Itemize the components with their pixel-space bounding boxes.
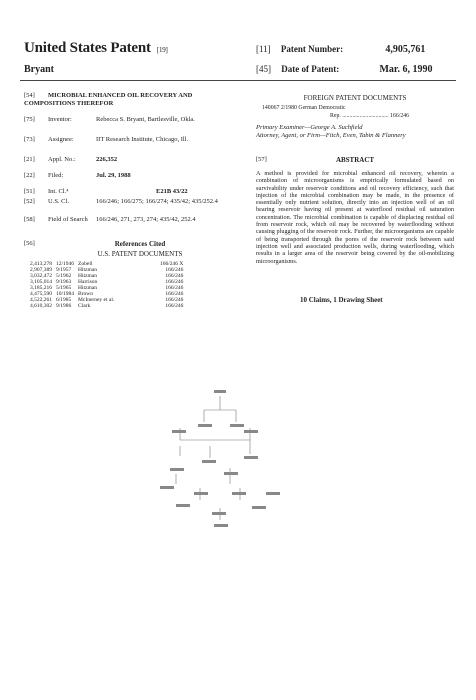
header-divider bbox=[20, 80, 456, 81]
reference-num: 2,907,389 bbox=[30, 267, 52, 273]
patent-title: United States Patent [19] bbox=[24, 40, 168, 56]
reference-num: 3,185,216 bbox=[30, 285, 52, 291]
foreign-patent-row-2: Rep. ................................ 166/246 bbox=[330, 113, 410, 119]
field-73: [73] Assignee: IIT Research Institute, Chicago, Ill. bbox=[24, 136, 189, 143]
drawing-lines bbox=[176, 396, 250, 520]
abstract-text: A method is provided for microbial enhanced oil recovery, wherein a combination of microorganisms is empirically formulated based on survivability under reservoir conditions and oil recovery efficiency, such that injection of the microbial combination may be made, in the presence of essentially only nutrient solution, directly into an injection well of an oil bearing reservoir having oil present at waterflood residual oil saturation concentration. The microbial combination is capable of displacing residual oil from reservoir rock, which oil may be recovered by waterflooding without causing plugging of the reservoir rock. Further, the microorganisms are capable of being transported through the pores of the reservoir rock between said injection well and associated production wells, during waterflooding, which results in a larger area of the reservoir being covered by the oil-mobilizing microorganisms. bbox=[256, 170, 454, 265]
patent-number-line: [11] Patent Number: 4,905,761 bbox=[256, 44, 426, 55]
reference-cls: 166/246 bbox=[165, 297, 184, 303]
field-21: [21] Appl. No.: 226,352 bbox=[24, 156, 118, 163]
reference-date: 6/1985 bbox=[56, 297, 72, 303]
foreign-patent-heading: FOREIGN PATENT DOCUMENTS bbox=[303, 94, 407, 102]
reference-num: 4,522,261 bbox=[30, 297, 52, 303]
reference-row bbox=[28, 303, 185, 309]
reference-name: Hitzman bbox=[78, 273, 97, 279]
reference-cls: 166/246 bbox=[165, 279, 184, 285]
field-75: [75] Inventor: Rebecca S. Bryant, Bartlesville, Okla. bbox=[24, 116, 195, 123]
patent-number: 4,905,761 bbox=[385, 44, 426, 55]
references-table bbox=[28, 261, 185, 309]
field-22: [22] Filed: Jul. 29, 1988 bbox=[24, 172, 131, 179]
reference-num: 4,475,590 bbox=[30, 291, 52, 297]
reference-name: Clark bbox=[78, 303, 91, 309]
reference-cls: 166/246 bbox=[165, 285, 184, 291]
reference-num: 3,032,472 bbox=[30, 273, 52, 279]
reference-num: 2,413,278 bbox=[30, 261, 52, 267]
us-patent-docs-heading: U.S. PATENT DOCUMENTS bbox=[97, 250, 183, 258]
reference-cls: 166/246 bbox=[165, 303, 184, 309]
reference-date: 5/1962 bbox=[56, 273, 72, 279]
primary-examiner: Primary Examiner—George A. Suchfield bbox=[256, 124, 363, 131]
foreign-patent-row: 140067 2/1980 German Democratic bbox=[262, 105, 346, 111]
reference-num: 4,610,302 bbox=[30, 303, 52, 309]
field-52: [52] U.S. Cl. 166/246; 166/275; 166/274; 435/42; 435/252.4 bbox=[24, 198, 218, 205]
drawing-blocks bbox=[160, 390, 280, 527]
reference-name: Hitzman bbox=[78, 267, 97, 273]
drawing-flow-diagram bbox=[140, 388, 310, 538]
reference-name: Brown bbox=[78, 291, 94, 297]
reference-name: Zobell bbox=[78, 261, 93, 267]
reference-date: 9/1957 bbox=[56, 267, 72, 273]
reference-date: 12/1946 bbox=[56, 261, 75, 267]
reference-num: 3,105,014 bbox=[30, 279, 52, 285]
reference-date: 10/1984 bbox=[56, 291, 75, 297]
references-heading: References Cited bbox=[114, 240, 166, 248]
field-58: [58] Field of Search 166/246, 271, 273, 274; 435/42, 252.4 bbox=[24, 216, 196, 223]
attorney-agent: Attorney, Agent, or Firm—Fitch, Even, Tabin & Flannery bbox=[256, 132, 406, 139]
reference-date: 9/1986 bbox=[56, 303, 72, 309]
reference-cls: 166/246 X bbox=[160, 261, 184, 267]
claims-line: 10 Claims, 1 Drawing Sheet bbox=[300, 296, 383, 304]
patent-date: Mar. 6, 1990 bbox=[379, 64, 433, 75]
abstract-heading: ABSTRACT bbox=[335, 156, 375, 164]
reference-name: Harrison bbox=[78, 279, 98, 285]
field-51: [51] Int. Cl.⁴ E21B 43/22 bbox=[24, 188, 188, 195]
reference-name: Hitzman bbox=[78, 285, 97, 291]
reference-name: McInerney et al. bbox=[78, 297, 115, 303]
reference-date: 5/1965 bbox=[56, 285, 72, 291]
reference-date: 9/1963 bbox=[56, 279, 72, 285]
reference-cls: 166/246 bbox=[165, 291, 184, 297]
abstract-code: [57] bbox=[256, 156, 267, 163]
field-54: [54] MICROBIAL ENHANCED OIL RECOVERY AND COMPOSITIONS THEREFOR bbox=[24, 92, 193, 107]
reference-cls: 166/246 bbox=[165, 273, 184, 279]
references-heading-line: [56] bbox=[24, 240, 35, 247]
inventor-surname: Bryant bbox=[24, 64, 54, 75]
reference-cls: 166/246 bbox=[165, 267, 184, 273]
patent-date-line: [45] Date of Patent: Mar. 6, 1990 bbox=[256, 64, 433, 75]
